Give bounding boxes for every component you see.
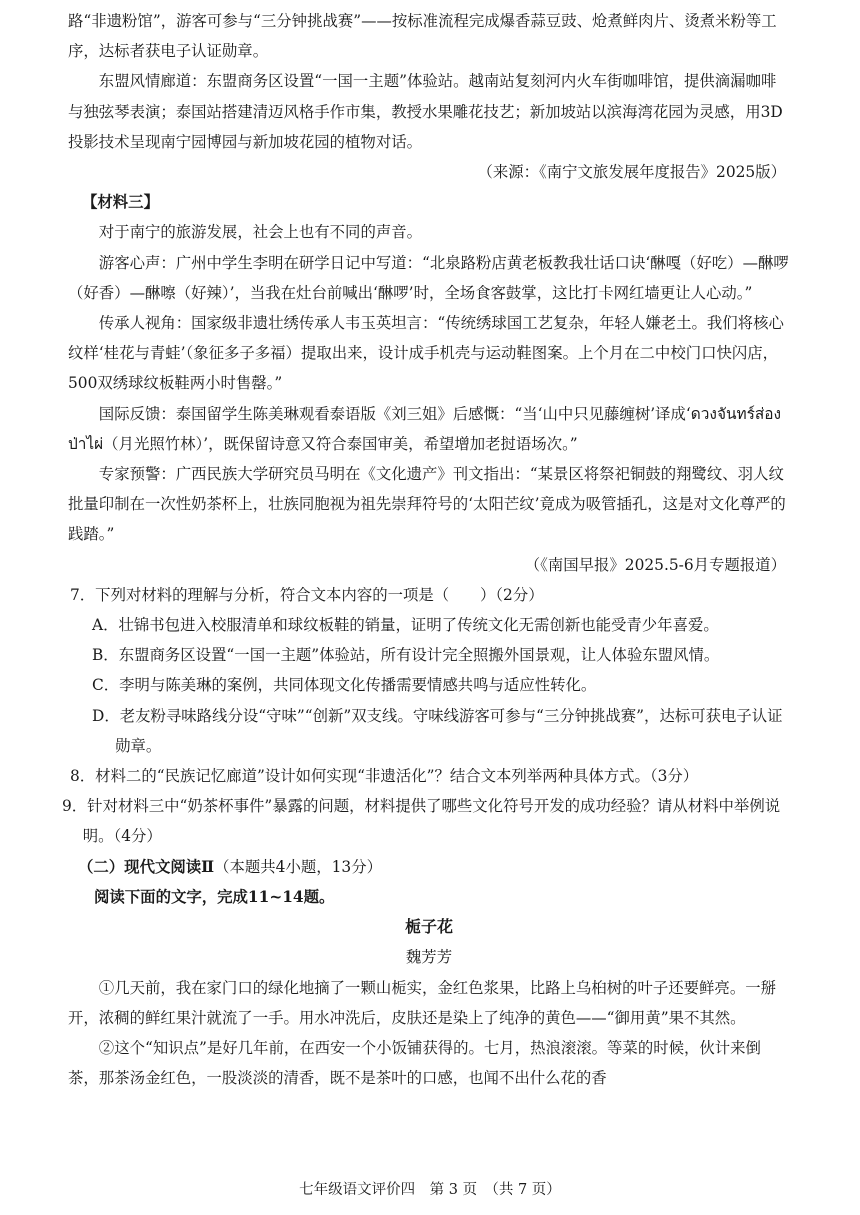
question-7-option-c: C．李明与陈美琳的案例，共同体现文化传播需要情感共鸣与适应性转化。: [92, 676, 597, 695]
essay-paragraph-2: ②这个“知识点”是好几年前，在西安一个小饭铺获得的。七月，热浪滚滚。等菜的时候，伙计来倒茶，那茶汤金红色，一股淡淡的清香，既不是茶叶的口感，也闻不出什么花的香: [68, 1038, 761, 1088]
material3-title: 【材料三】: [82, 193, 159, 212]
section-heading-bold: （二）现代文阅读Ⅱ: [78, 857, 215, 876]
essay-title: 栀子花: [404, 917, 453, 937]
material2-paragraph-2: 东盟风情廊道：东盟商务区设置“一国一主题”体验站。越南站复刻河内火车街咖啡馆，提供滴漏咖啡与独弦琴表演；泰国站搭建清迈风格手作市集，教授水果雕花技艺；新加坡站以滨海湾花园为灵感，用3D投影技术呈现南宁园博园与新加坡花园的植物对话。: [68, 72, 783, 151]
material3-tourist-voice: 游客心声：广州中学生李明在研学日记中写道：“北泉路粉店黄老板教我壮话口诀‘醂嘎（好吃）—醂啰（好香）—醂嚓（好辣）’，当我在灶台前喊出‘醂啰’时，全场食客鼓掌，这比打卡网红墙更让人心动。”: [68, 253, 789, 302]
material3-intro: 对于南宁的旅游发展，社会上也有不同的声音。: [98, 223, 423, 242]
section-heading-note: （本题共4小题，13分）: [214, 857, 383, 876]
section-heading: [78, 852, 790, 882]
material2-paragraph-1: 路“非遗粉馆”，游客可参与“三分钟挑战赛”——按标准流程完成爆香蒜豆豉、炝煮鲜肉片、烫煮米粉等工序，达标者获电子认证勋章。: [68, 12, 777, 61]
section-instruction: 阅读下面的文字，完成11~14题。: [94, 887, 335, 906]
essay-paragraph-1: ①几天前，我在家门口的绿化地摘了一颗山栀实，金红色浆果，比路上乌桕树的叶子还要鲜亮。一掰开，浓稠的鲜红果汁就流了一手。用水冲洗后，皮肤还是染上了纯净的黄色——“御用黄”果不其然。: [68, 978, 776, 1027]
material3-international-feedback: 国际反馈：泰国留学生陈美琳观看泰语版《刘三姐》后感慨：“当‘山中只见藤缠树’译成‘ดวงจันทร์ส่องป่าไผ่（月光照竹林）’，既保留诗意又符合泰国审美，希望增加老挝语场次。”: [68, 404, 782, 453]
question-7-option-b: B．东盟商务区设置“一国一主题”体验站，所有设计完全照搬外国景观，让人体验东盟风情。: [92, 646, 720, 665]
question-7-option-a: A．壮锦书包进入校服清单和球纹板鞋的销量，证明了传统文化无需创新也能受青少年喜爱。: [92, 616, 719, 635]
material2-source: （来源：《南宁文旅发展年度报告》2025版）: [477, 163, 786, 182]
page-footer: 七年级语文评价四 第 3 页 （共 7 页）: [299, 1182, 561, 1198]
question-7-stem: 7．下列对材料的理解与分析，符合文本内容的一项是（ ）（2分）: [70, 585, 544, 604]
question-9: 9．针对材料三中“奶茶杯事件”暴露的问题，材料提供了哪些文化符号开发的成功经验？请从材料中举例说明。（4分）: [62, 797, 781, 846]
material3-source: （《南国早报》2025.5-6月专题报道）: [524, 555, 786, 574]
essay-author: 魏芳芳: [405, 948, 453, 967]
question-7-option-d: D．老友粉寻味路线分设“守味”“创新”双支线。守味线游客可参与“三分钟挑战赛”，达标可获电子认证勋章。: [92, 706, 783, 755]
material3-expert-warning: 专家预警：广西民族大学研究员马明在《文化遗产》刊文指出：“某景区将祭祀铜鼓的翔鹭纹、羽人纹批量印制在一次性奶茶杯上，壮族同胞视为祖先崇拜符号的‘太阳芒纹’竟成为吸管插孔，这是对文化尊严的践踏。”: [68, 465, 786, 544]
material3-inheritor-view: 传承人视角：国家级非遗壮绣传承人韦玉英坦言：“传统绣球国工艺复杂，年轻人嫌老土。我们将核心纹样‘桂花与青蛙’（象征多子多福）提取出来，设计成手机壳与运动鞋图案。上个月在二中校门口快闪店，500双绣球纹板鞋两小时售罄。”: [68, 314, 784, 393]
question-8: 8．材料二的“民族记忆廊道”设计如何实现“非遗活化”？结合文本列举两种具体方式。（3分）: [70, 767, 699, 786]
